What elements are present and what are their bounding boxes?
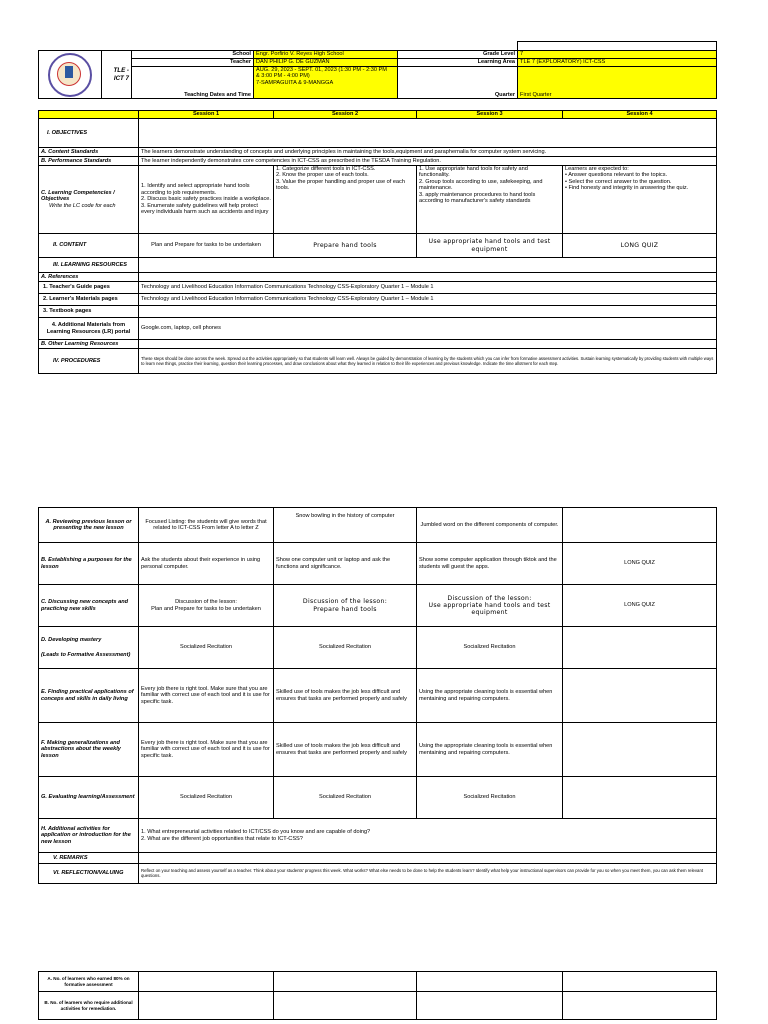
proc-d-session-3: Socialized Recitation: [417, 627, 563, 669]
proc-b-session-2: Show one computer unit or laptop and ask the functions and significance.: [274, 543, 417, 585]
proc-e-session-3: Using the appropriate cleaning tools is essential when mentaining and repairing computers.: [417, 669, 563, 723]
subject-cell: TLE - ICT 7: [102, 51, 132, 99]
content-label: II. CONTENT: [39, 234, 139, 258]
proc-c-label: C. Discussing new concepts and practicing new skills: [39, 585, 139, 627]
header-top-cell: [518, 42, 717, 51]
proc-f-session-2: Skilled use of tools makes the job less difficult and ensures that tasks are performed properly and safely: [274, 723, 417, 777]
procedures-label: IV. PROCEDURES: [39, 349, 139, 374]
bottom-table: [38, 971, 717, 1020]
bottom-b-session-2: [274, 992, 417, 1020]
proc-c-session-1: Discussion of the lesson: Plan and Prepare for tasks to be undertaken: [139, 585, 274, 627]
dates-value: AUG. 29, 2023 - SEPT. 01, 2023 (1:30 PM - 2:30 PM & 3:00 PM - 4:00 PM) 7-SAMPAGUITA & 9-MANGGA: [254, 67, 398, 99]
grade-value: 7: [518, 51, 717, 59]
teachers-guide-label: 1. Teacher's Guide pages: [39, 282, 139, 294]
procedures-table-block: [38, 507, 716, 884]
competency-session-2: 1. Categorize different tools in ICT-CSS. 2. Know the proper use of each tools. 3. Value the proper handling and proper use of each tools.: [274, 166, 417, 234]
proc-c-session-2: Discussion of the lesson: Prepare hand tools: [274, 585, 417, 627]
content-session-1: Plan and Prepare for tasks to be undertaken: [139, 234, 274, 258]
proc-e-session-4: [563, 669, 717, 723]
area-value: TLE 7 (EXPLORATORY) ICT-CSS: [518, 59, 717, 67]
competencies-sub: Write the LC code for each: [49, 202, 116, 209]
proc-d-session-1: Socialized Recitation: [139, 627, 274, 669]
objectives-value: [139, 119, 717, 148]
bottom-a-session-4: [563, 972, 717, 992]
competencies-label-cell: [39, 166, 139, 234]
session-3-header: Session 3: [417, 111, 563, 119]
resources-label: III. LEARNING RESOURCES: [39, 258, 139, 273]
proc-d-label: D. Developing mastery: [41, 636, 102, 643]
proc-g-session-2: Socialized Recitation: [274, 777, 417, 819]
bottom-b-label: B. No. of learners who require additional activities for remediation.: [39, 992, 139, 1020]
school-value: Engr. Porfirio V. Reyes High School: [254, 51, 398, 59]
competency-session-4: Learners are expected to: • Answer questions relevant to the topics. • Select the correct answer to the question. • Find honesty and integrity in answering the quiz.: [563, 166, 717, 234]
proc-e-session-1: Every job there is right tool. Make sure that you are familiar with correct use of each tool and it is use for specific task.: [139, 669, 274, 723]
quarter-value: First Quarter: [518, 67, 717, 99]
performance-standards-label: B. Performance Standards: [39, 157, 139, 166]
procedures-table: [38, 507, 717, 884]
content-session-4: LONG QUIZ: [563, 234, 717, 258]
resources-value: [139, 258, 717, 273]
learners-materials-value: Technology and Livelihood Education Information Communications Technology CSS-Exploratory Quarter 1 – Module 1: [139, 294, 717, 306]
school-label: School: [132, 51, 254, 59]
main-table-block: [38, 110, 716, 374]
dates-label: Teaching Dates and Time: [132, 67, 254, 99]
remarks-label: V. REMARKS: [39, 853, 139, 864]
proc-b-session-1: Ask the students about their experience in using personal computer.: [139, 543, 274, 585]
proc-f-session-1: Every job there is right tool. Make sure that you are familiar with correct use of each tool and it is use for specific task.: [139, 723, 274, 777]
proc-a-session-2: Snow bowling in the history of computer: [274, 508, 417, 543]
competency-session-3: 1. Use appropriate hand tools for safety and functionality. 2. Group tools according to use, safekeeping, and maintenance. 3. apply maintenance procedures to hand tools according to manufacturer's safety standards: [417, 166, 563, 234]
proc-e-session-2: Skilled use of tools makes the job less difficult and ensures that tasks are performed properly and safely: [274, 669, 417, 723]
competency-session-1: 1. Identify and select appropriate hand tools according to job requirements. 2. Discuss basic safety practices inside a workplace. 3. Enumerate safety guidelines will help protect every individuals harm such as accidents and injury: [139, 166, 274, 234]
area-label: Learning Area: [398, 59, 518, 67]
header-block: [38, 41, 716, 99]
bottom-a-label: A. No. of learners who earned 80% on formative assessment: [39, 972, 139, 992]
main-table: [38, 110, 717, 374]
textbook-label: 3. Textbook pages: [39, 306, 139, 318]
proc-h-label: H. Additional activities for application or introduction for the new lesson: [39, 819, 139, 853]
content-standards-value: The learners demonstrate understanding of concepts and underlying principles in maintaining the tools,equipment and paraphernalia for computer system servicing.: [139, 148, 717, 157]
additional-materials-label: 4. Additional Materials from Learning Resources (LR) portal: [39, 318, 139, 340]
additional-materials-value: Google.com, laptop, cell phones: [139, 318, 717, 340]
bottom-b-session-4: [563, 992, 717, 1020]
other-resources-value: [139, 340, 717, 349]
deped-logo: [48, 53, 92, 97]
teacher-label: Teacher: [132, 59, 254, 67]
proc-g-label: G. Evaluating learning/Assessment: [39, 777, 139, 819]
proc-h-value: 1. What entrepreneurial activities related to ICT/CSS do you know and are capable of doing? 2. What are the different job opportunities that relate to ICT-CSS?: [139, 819, 717, 853]
teacher-value: DAN PHILIP G. DE GUZMAN: [254, 59, 398, 67]
reflection-note: Reflect on your teaching and assess yourself as a teacher. Think about your students' progress this week. What works? What else needs to be done to help the students learn? Identify what help your instructional supervisors can provide for you so when you meet them, you can ask them relevant questions.: [139, 864, 717, 884]
proc-a-session-4: [563, 508, 717, 543]
references-label: A. References: [39, 273, 139, 282]
procedures-note: These steps should be done across the week. Spread out the activities appropriately so that students will learn well. Always be guided by demonstration of learning by the students which you can infer from formative assessment activities. Sustain learning systematically by providing students with multiple ways to learn new things, practice their learning, question their learning processes, and draw conclusions about what they learned in relation to their life experiences and previous knowledge. Indicate the time allotment for each step.: [139, 349, 717, 374]
bottom-a-session-2: [274, 972, 417, 992]
proc-b-session-4: LONG QUIZ: [563, 543, 717, 585]
header-table: [38, 41, 717, 99]
proc-d-session-4: [563, 627, 717, 669]
proc-d-session-2: Socialized Recitation: [274, 627, 417, 669]
proc-a-label: A. Reviewing previous lesson or presenting the new lesson: [39, 508, 139, 543]
session-4-header: Session 4: [563, 111, 717, 119]
proc-f-session-4: [563, 723, 717, 777]
content-session-3: Use appropriate hand tools and test equipment: [417, 234, 563, 258]
teachers-guide-value: Technology and Livelihood Education Information Communications Technology CSS-Exploratory Quarter 1 – Module 1: [139, 282, 717, 294]
competencies-label: C. Learning Competencies / Objectives: [41, 189, 115, 203]
proc-f-label: F. Making generalizations and abstractions about the weekly lesson: [39, 723, 139, 777]
grade-label: Grade Level: [398, 51, 518, 59]
proc-g-session-1: Socialized Recitation: [139, 777, 274, 819]
session-header-blank: [39, 111, 139, 119]
proc-g-session-3: Socialized Recitation: [417, 777, 563, 819]
performance-standards-value: The learner independently demonstrates core competencies in ICT-CSS as prescribed in the TESDA Training Regulation.: [139, 157, 717, 166]
bottom-a-session-3: [417, 972, 563, 992]
remarks-value: [139, 853, 717, 864]
proc-a-session-3: Jumbled word on the different components of computer.: [417, 508, 563, 543]
proc-b-label: B. Establishing a purposes for the lesson: [39, 543, 139, 585]
session-1-header: Session 1: [139, 111, 274, 119]
bottom-a-session-1: [139, 972, 274, 992]
session-2-header: Session 2: [274, 111, 417, 119]
proc-d-sub: (Leads to Formative Assessment): [41, 652, 131, 658]
objectives-label: I. OBJECTIVES: [39, 119, 139, 148]
content-session-2: Prepare hand tools: [274, 234, 417, 258]
bottom-table-block: [38, 971, 716, 1020]
bottom-b-session-1: [139, 992, 274, 1020]
proc-b-session-3: Show some computer application through tiktok and the students will guest the apps.: [417, 543, 563, 585]
quarter-label: Quarter: [398, 67, 518, 99]
proc-c-session-3: Discussion of the lesson: Use appropriate hand tools and test equipment: [417, 585, 563, 627]
reflection-label: VI. REFLECTION/VALUING: [39, 864, 139, 884]
proc-c-session-4: LONG QUIZ: [563, 585, 717, 627]
logo-cell: [39, 51, 102, 99]
content-standards-label: A. Content Standards: [39, 148, 139, 157]
proc-d-label-cell: [39, 627, 139, 669]
textbook-value: [139, 306, 717, 318]
references-value: [139, 273, 717, 282]
proc-e-label: E. Finding practical applications of conceps and skills in daily living: [39, 669, 139, 723]
bottom-b-session-3: [417, 992, 563, 1020]
other-resources-label: B. Other Learning Resources: [39, 340, 139, 349]
learners-materials-label: 2. Learner's Materials pages: [39, 294, 139, 306]
proc-a-session-1: Focused Listing: the students will give words that related to ICT-CSS From letter A to letter Z: [139, 508, 274, 543]
proc-g-session-4: [563, 777, 717, 819]
proc-f-session-3: Using the appropriate cleaning tools is essential when mentaining and repairing computers.: [417, 723, 563, 777]
